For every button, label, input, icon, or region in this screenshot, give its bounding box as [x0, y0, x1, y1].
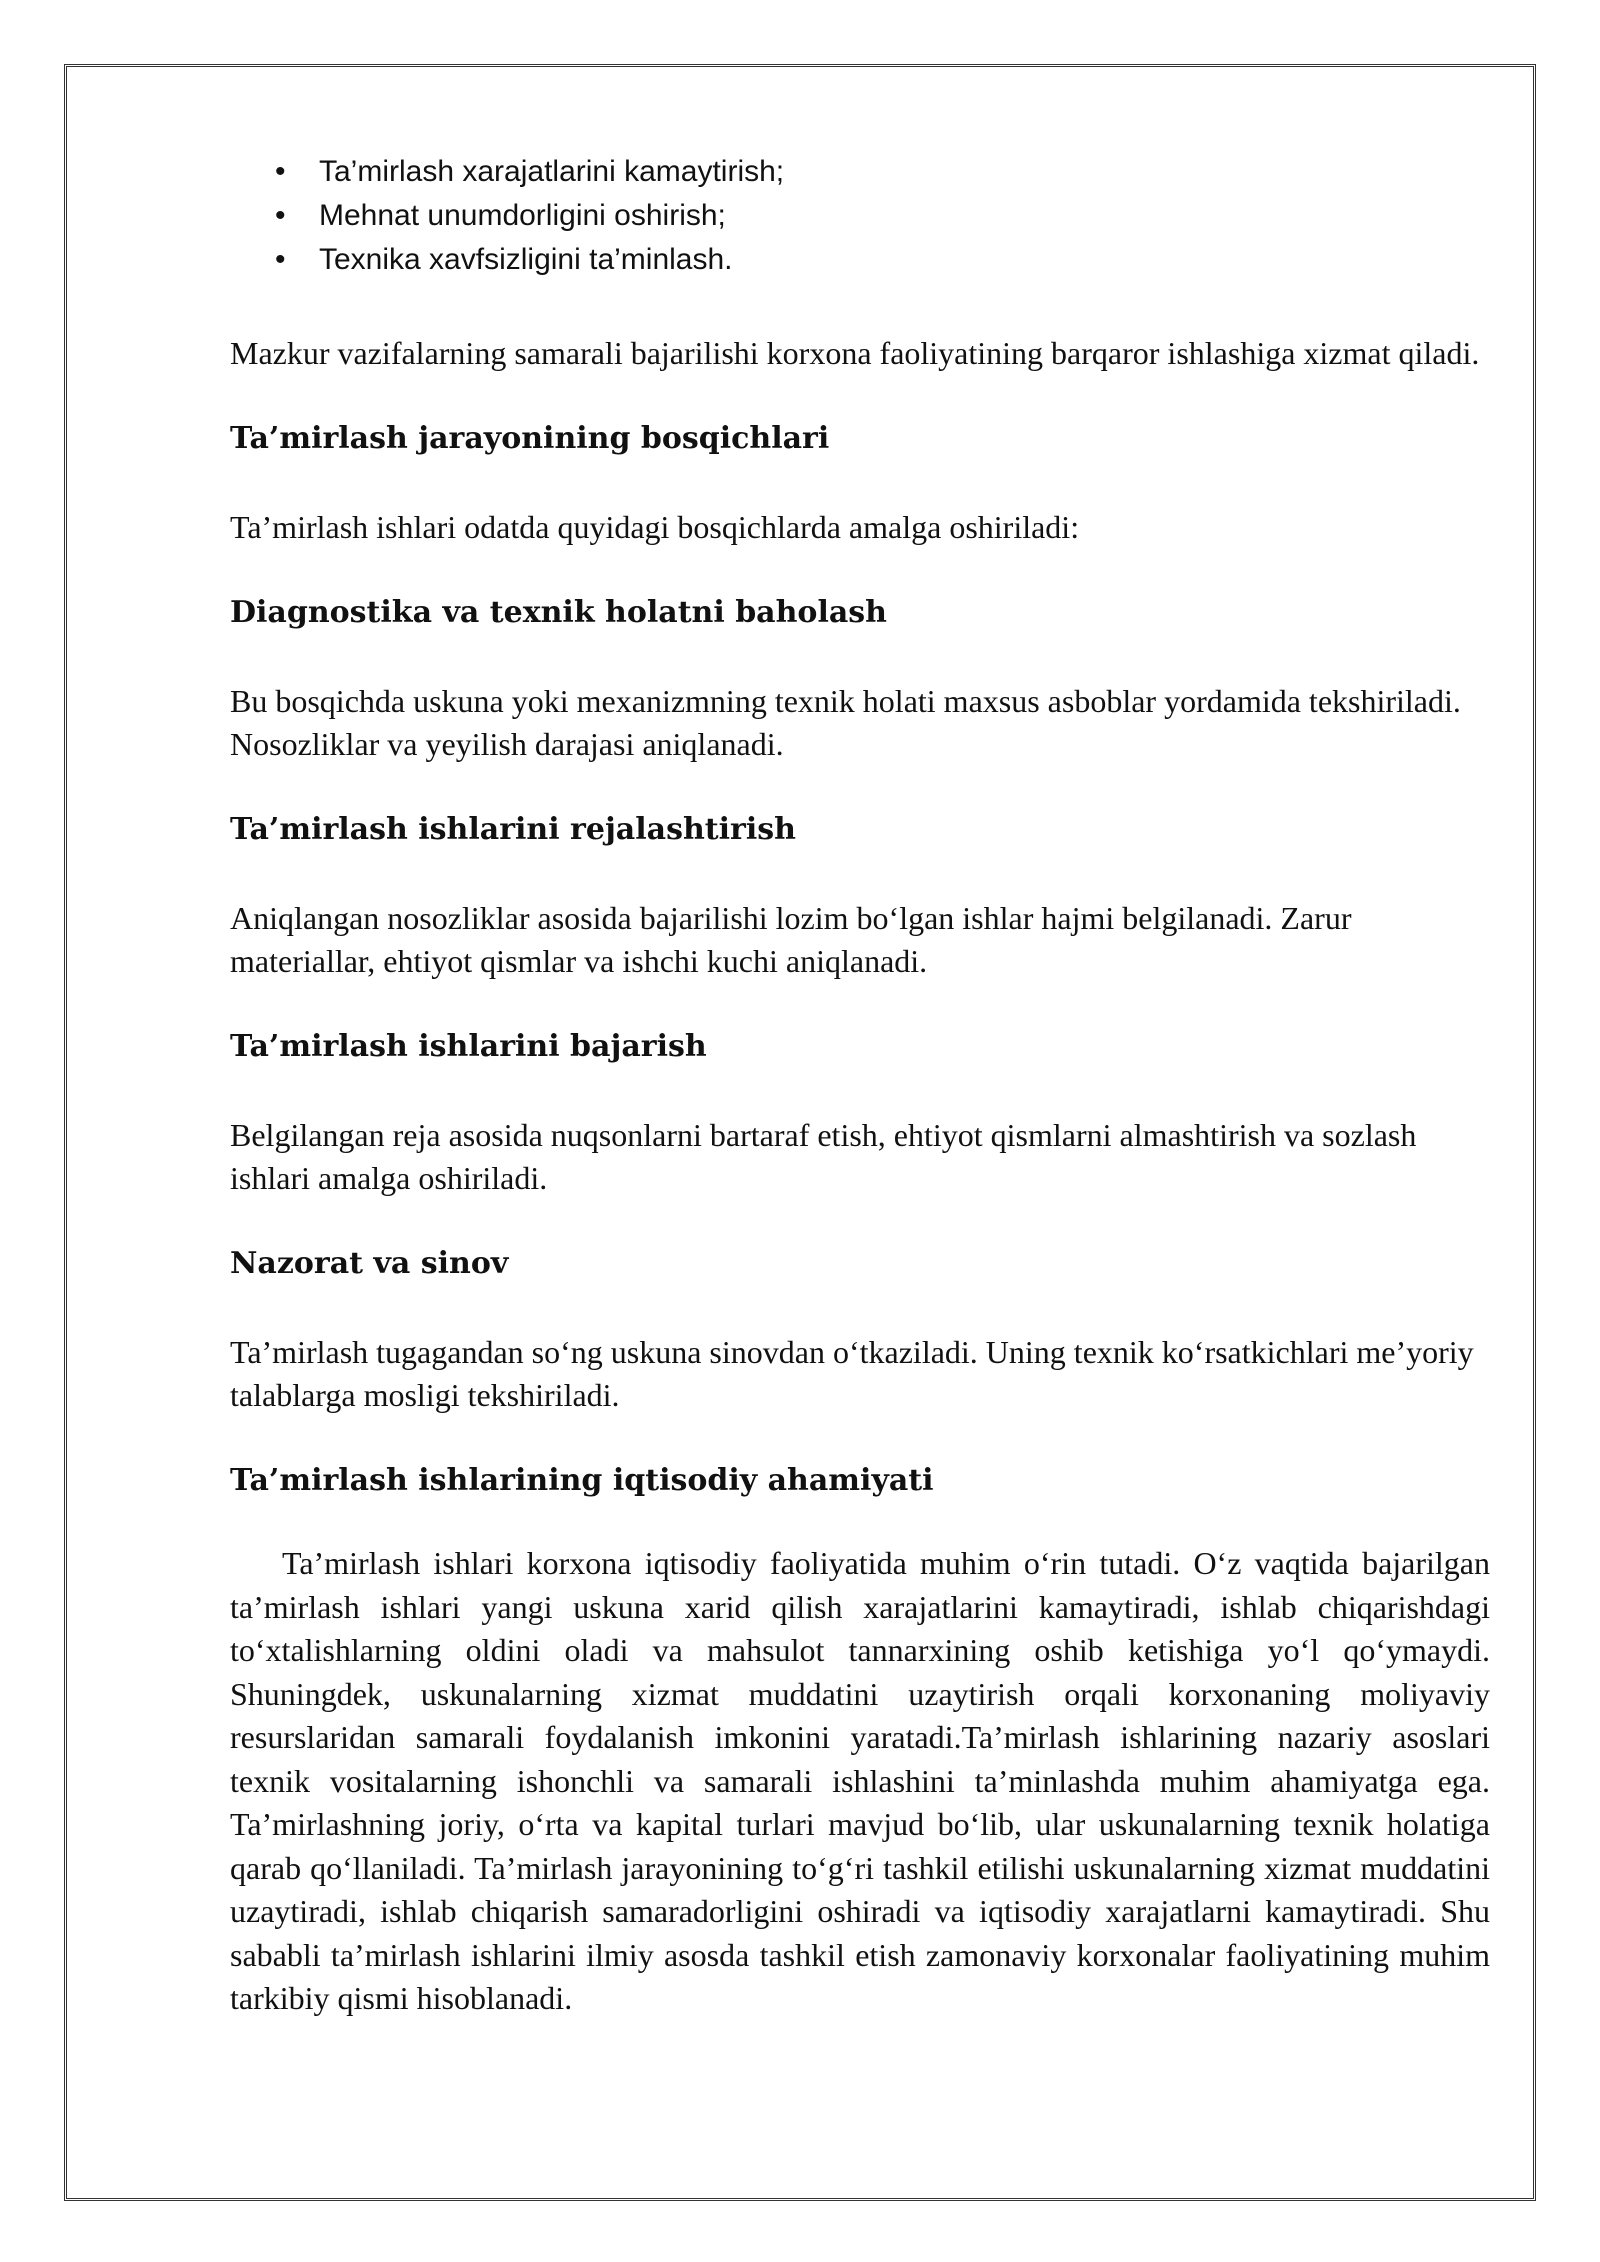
intro-paragraph: Mazkur vazifalarning samarali bajarilishi korxona faoliyatining barqaror ishlashiga xizmat qiladi.: [230, 335, 1480, 371]
bullet-list: [230, 150, 1490, 282]
section-paragraph: Belgilangan reja asosida nuqsonlarni bartaraf etish, ehtiyot qismlarni almashtirish va sozlash ishlari amalga oshiriladi.: [230, 1117, 1417, 1196]
document-body: [230, 150, 1490, 2021]
section-heading: Diagnostika va texnik holatni baholash: [230, 595, 887, 630]
list-item: • Mehnat unumdorligini oshirish;: [275, 194, 1490, 238]
list-item: • Texnika xavfsizligini ta’minlash.: [275, 238, 1490, 282]
list-item: • Ta’mirlash xarajatlarini kamaytirish;: [275, 150, 1490, 194]
section-paragraph: Ta’mirlash tugagandan so‘ng uskuna sinovdan o‘tkaziladi. Uning texnik ko‘rsatkichlari me’yoriy talablarga mosligi tekshiriladi.: [230, 1334, 1474, 1413]
section-paragraph: Aniqlangan nosozliklar asosida bajarilishi lozim bo‘lgan ishlar hajmi belgilanadi. Zarur materiallar, ehtiyot qismlar va ishchi kuchi aniqlanadi.: [230, 900, 1352, 979]
section-heading: Ta’mirlash jarayonining bosqichlari: [230, 421, 830, 456]
section-heading: Nazorat va sinov: [230, 1246, 509, 1281]
section-heading: Ta’mirlash ishlarining iqtisodiy ahamiyati: [230, 1463, 934, 1498]
section-paragraph: Ta’mirlash ishlari korxona iqtisodiy faoliyatida muhim o‘rin tutadi. O‘z vaqtida bajarilgan ta’mirlash ishlari yangi uskuna xarid qilish xarajatlarini kamaytiradi, ishlab chiqarishdagi to‘xtalishlarning oldini oladi va mahsulot tannarxining oshib ketishiga yo‘l qo‘ymaydi. Shuningdek, uskunalarning xizmat muddatini uzaytirish orqali korxonaning moliyaviy resurslaridan samarali foydalanish imkonini yaratadi.Ta’mirlash ishlarining nazariy asoslari texnik vositalarning ishonchli va samarali ishlashini ta’minlashda muhim ahamiyatga ega. Ta’mirlashning joriy, o‘rta va kapital turlari mavjud bo‘lib, ular uskunalarning texnik holatiga qarab qo‘llaniladi. Ta’mirlash jarayonining to‘g‘ri tashkil etilishi uskunalarning xizmat muddatini uzaytiradi, ishlab chiqarish samaradorligini oshiradi va iqtisodiy xarajatlarni kamaytiradi. Shu sababli ta’mirlash ishlarini ilmiy asosda tashkil etish zamonaviy korxonalar faoliyatining muhim tarkibiy qismi hisoblanadi.: [230, 1545, 1490, 2016]
section-heading: Ta’mirlash ishlarini bajarish: [230, 1029, 707, 1064]
section-paragraph: Ta’mirlash ishlari odatda quyidagi bosqichlarda amalga oshiriladi:: [230, 509, 1080, 545]
section-paragraph: Bu bosqichda uskuna yoki mexanizmning texnik holati maxsus asboblar yordamida tekshiriladi. Nosozliklar va yeyilish darajasi aniqlanadi.: [230, 683, 1461, 762]
section-heading: Ta’mirlash ishlarini rejalashtirish: [230, 812, 796, 847]
